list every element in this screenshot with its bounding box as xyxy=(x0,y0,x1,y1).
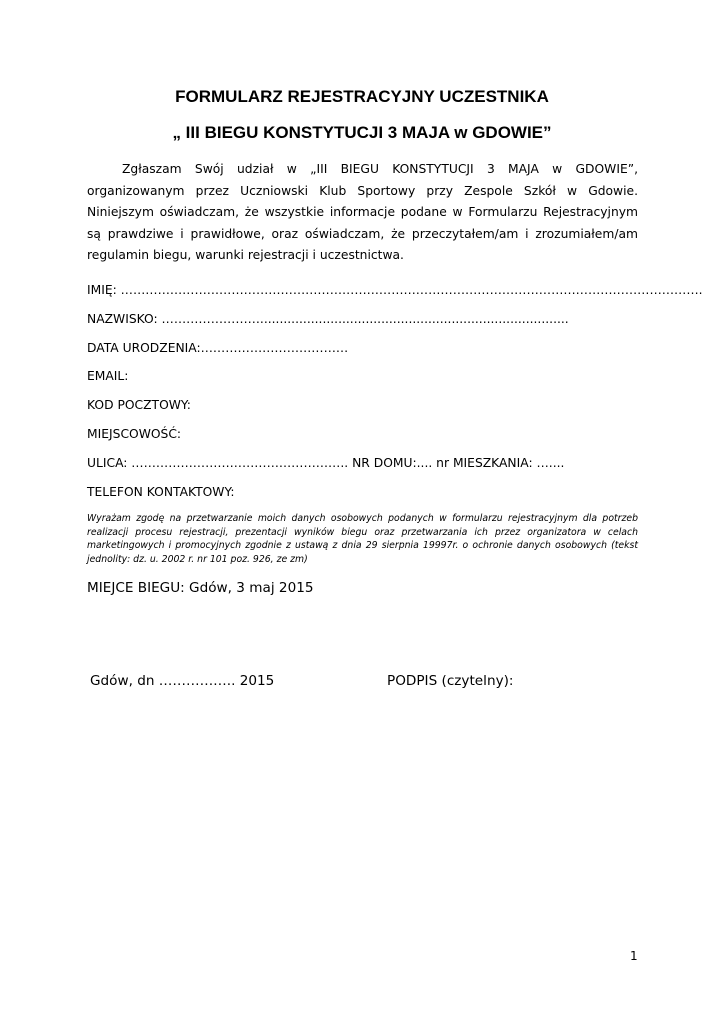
intro-paragraph xyxy=(87,159,638,267)
race-place: MIEJCE BIEGU: Gdów, 3 maj 2015 xyxy=(87,580,314,596)
field-kod-pocztowy: KOD POCZTOWY: xyxy=(87,398,191,412)
form-subtitle: „ III BIEGU KONSTYTUCJI 3 MAJA w GDOWIE” xyxy=(172,123,552,142)
signature-line: PODPIS (czytelny): xyxy=(387,673,514,689)
field-data-urodzenia: DATA URODZENIA:……………………………… xyxy=(87,341,349,355)
field-ulica: ULICA: …………………………………………….. NR DOMU:.... nr MIESZKANIA: ….... xyxy=(87,456,565,470)
page-number: 1 xyxy=(630,949,638,963)
field-email: EMAIL: xyxy=(87,369,129,383)
field-nazwisko: NAZWISKO: ……………………............................................................................... xyxy=(87,312,569,326)
form-title: FORMULARZ REJESTRACYJNY UCZESTNIKA xyxy=(175,87,549,106)
field-imie: IMIĘ: ……………………………………………………………………………………………………………………………. xyxy=(87,283,703,297)
field-miejscowosc: MIEJSCOWOŚĆ: xyxy=(87,427,182,441)
field-telefon: TELEFON KONTAKTOWY: xyxy=(87,485,235,499)
intro-text: Zgłaszam Swój udział w „III BIEGU KONSTYTUCJI 3 MAJA w GDOWIE”, organizowanym przez Uczniowski Klub Sportowy przy Zespole Szkół w Gdowie. Niniejszym oświadczam, że wszystkie informacje podane w Formularzu Rejestracyjnym są prawdziwe i prawidłowe, oraz oświadczam, że przeczytałem/am i zrozumiałem/am regulamin biegu, warunki rejestracji i uczestnictwa. xyxy=(87,162,638,263)
date-line: Gdów, dn …………….. 2015 xyxy=(90,673,275,689)
consent-clause: Wyrażam zgodę na przetwarzanie moich danych osobowych podanych w formularzu rejestracyjnym dla potrzeb realizacji procesu rejestracji, prezentacji wyników biegu oraz przetwarzania ich przez organizatora w celach marketingowych i promocyjnych zgodnie z ustawą z dnia 29 sierpnia 19997r. o ochronie danych osobowych (tekst jednolity: dz. u. 2002 r. nr 101 poz. 926, ze zm) xyxy=(87,513,638,565)
